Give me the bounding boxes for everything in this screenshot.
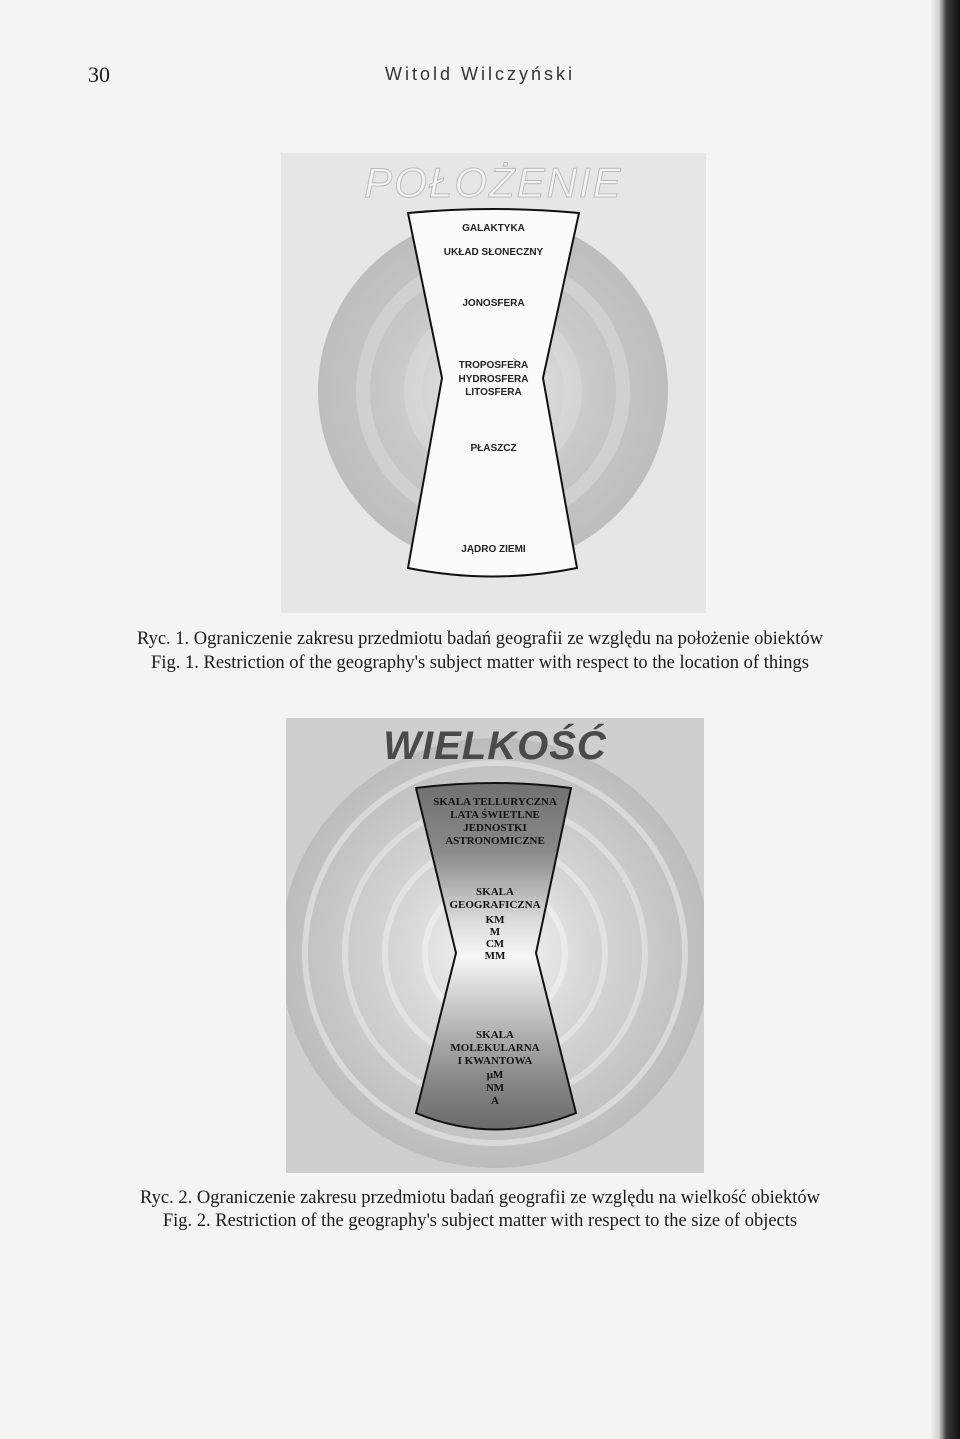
label-skala-geo: SKALA — [476, 886, 514, 898]
label-jadro-ziemi: JĄDRO ZIEMI — [461, 544, 526, 555]
figure-2-caption-english: Fig. 2. Restriction of the geography's subject matter with respect to the size of objects — [162, 1211, 798, 1231]
figure-2-title: WIELKOŚĆ — [383, 724, 607, 768]
label-i-kwantowa: I KWANTOWA — [457, 1055, 533, 1067]
label-km: KM — [485, 914, 505, 926]
label-m: M — [489, 926, 501, 938]
figure-1-location-diagram — [281, 153, 706, 613]
figure-1-caption-polish: Ryc. 1. Ograniczenie zakresu przedmiotu badań geografii ze względu na położenie obiektów — [136, 629, 824, 649]
label-astronomiczne: ASTRONOMICZNE — [445, 835, 545, 847]
label-skala-telluryczna: SKALA TELLURYCZNA — [433, 796, 557, 808]
label-plaszcz: PŁASZCZ — [470, 443, 517, 454]
figure-2-caption-polish: Ryc. 2. Ograniczenie zakresu przedmiotu badań geografii ze względu na wielkość obiektów — [140, 1188, 820, 1208]
running-head-author: Witold Wilczyński — [384, 64, 575, 84]
label-galaktyka: GALAKTYKA — [462, 223, 525, 234]
label-litosfera: LITOSFERA — [465, 387, 522, 398]
label-geograficzna: GEOGRAFICZNA — [449, 899, 541, 911]
label-uklad-sloneczny: UKŁAD SŁONECZNY — [443, 247, 544, 258]
label-hydrosfera: HYDROSFERA — [458, 374, 529, 385]
label-cm: CM — [485, 938, 505, 950]
label-nm: NM — [485, 1082, 505, 1094]
label-skala-mol: SKALA — [476, 1029, 514, 1041]
label-jednostki: JEDNOSTKI — [463, 822, 527, 834]
label-angstrom: A — [491, 1095, 499, 1107]
label-um: μM — [486, 1069, 504, 1081]
label-molekularna: MOLEKULARNA — [450, 1042, 540, 1054]
label-troposfera: TROPOSFERA — [458, 360, 529, 371]
label-jonosfera: JONOSFERA — [462, 298, 525, 309]
figure-1-title: POŁOŻENIE — [364, 159, 623, 206]
figure-2-size-diagram — [286, 718, 704, 1173]
figure-1-caption-english: Fig. 1. Restriction of the geography's subject matter with respect to the location of things — [151, 653, 809, 673]
label-mm: MM — [484, 950, 506, 962]
page-number: 30 — [88, 62, 110, 87]
label-lata-swietlne: LATA ŚWIETLNE — [450, 809, 540, 821]
